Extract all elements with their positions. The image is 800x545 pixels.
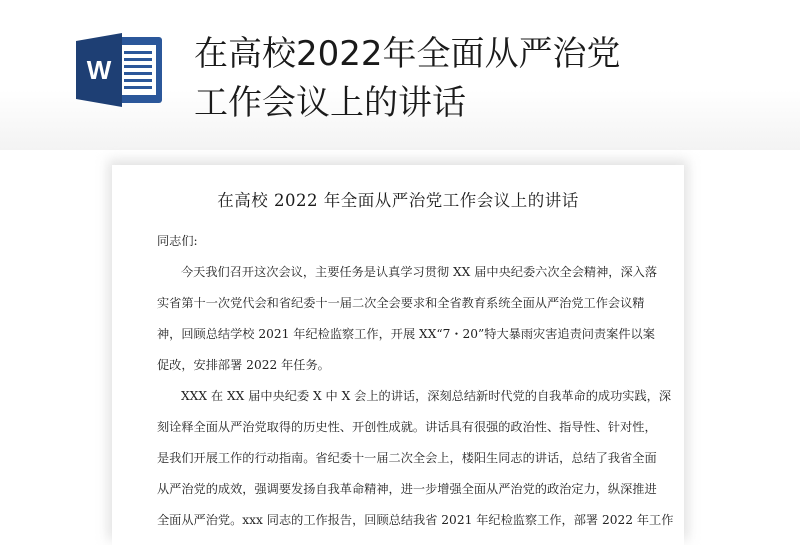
paragraph-line: 刻诠释全面从严治党取得的历史性、开创性成就。讲话具有很强的政治性、指导性、针对性， — [157, 420, 657, 434]
document-body — [157, 226, 674, 536]
document-heading: 在高校 2022 年全面从严治党工作会议上的讲话 — [217, 191, 579, 210]
document-page — [112, 165, 684, 545]
page-title — [194, 30, 754, 128]
paragraph-line: 今天我们召开这次会议，主要任务是认真学习贯彻 XX 届中央纪委六次全会精神，深入落 — [181, 265, 658, 279]
paragraph-line: 促改，安排部署 2022 年任务。 — [157, 358, 330, 372]
word-icon-letter: W — [86, 55, 112, 85]
word-icon — [76, 33, 164, 107]
paragraph-line: 是我们开展工作的行动指南。省纪委十一届二次全会上，楼阳生同志的讲话，总结了我省全面 — [157, 451, 657, 465]
paragraph-line: 实省第十一次党代会和省纪委十一届二次全会要求和全省教育系统全面从严治党工作会议精 — [157, 296, 645, 310]
salutation-line: 同志们: — [157, 234, 198, 248]
title-line-1: 在高校2022年全面从严治党 — [194, 34, 621, 74]
paragraph-line: 全面从严治党。xxx 同志的工作报告，回顾总结我省 2021 年纪检监察工作，部署 2022 年工作 — [157, 513, 674, 527]
paragraph-line: XXX 在 XX 届中央纪委 X 中 X 会上的讲话，深刻总结新时代党的自我革命的成功实践，深 — [181, 389, 672, 403]
paragraph-line: 神，回顾总结学校 2021 年纪检监察工作，开展 XX“7・20”特大暴雨灾害追责问责案件以案 — [157, 327, 655, 341]
title-line-2: 工作会议上的讲话 — [194, 83, 466, 123]
paragraph-line: 从严治党的成效，强调要发扬自我革命精神，进一步增强全面从严治党的政治定力，纵深推进 — [157, 482, 657, 496]
